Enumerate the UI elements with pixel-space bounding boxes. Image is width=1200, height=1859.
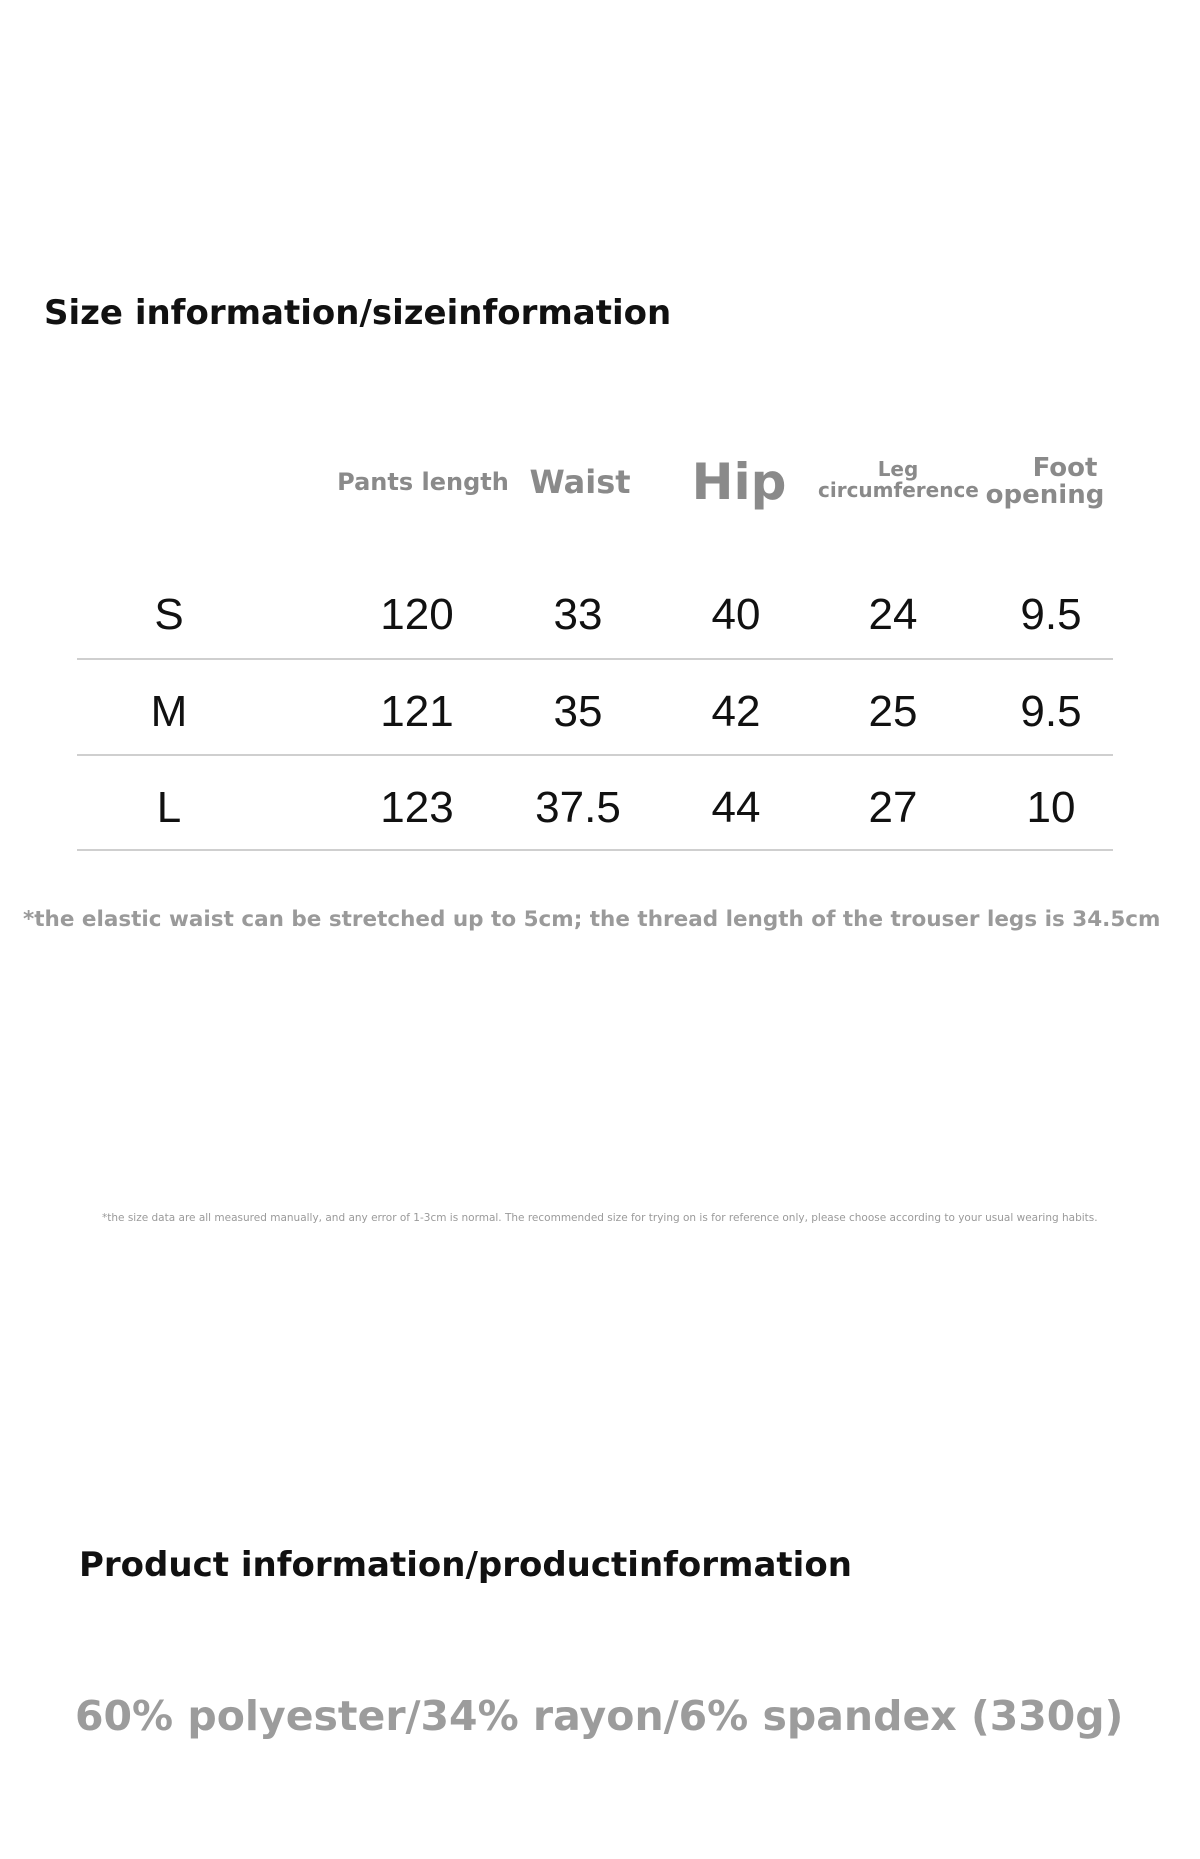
cell-pants-length-m: 121	[380, 687, 454, 736]
cell-foot-m: 9.5	[1020, 687, 1082, 736]
header-foot-opening	[985, 455, 1105, 510]
cell-hip-s: 40	[711, 590, 761, 639]
cell-hip-m: 42	[711, 687, 761, 736]
header-leg-circumference	[818, 459, 978, 501]
cell-waist-m: 35	[553, 687, 603, 736]
cell-leg-m: 25	[868, 687, 918, 736]
cell-waist-s: 33	[553, 590, 603, 639]
product-section-title: Product information/productinformation	[79, 1545, 852, 1585]
row-divider	[77, 849, 1113, 851]
cell-foot-l: 10	[1026, 783, 1076, 832]
cell-pants-length-s: 120	[380, 590, 454, 639]
cell-size-m: M	[150, 687, 188, 736]
cell-hip-l: 44	[711, 783, 761, 832]
cell-waist-l: 37.5	[535, 783, 621, 832]
header-pants-length: Pants length	[337, 468, 509, 496]
cell-pants-length-l: 123	[380, 783, 454, 832]
cell-size-l: L	[156, 783, 182, 832]
header-leg-line1: Leg	[877, 457, 919, 481]
header-hip: Hip	[691, 453, 787, 511]
header-foot-line2: opening	[985, 480, 1105, 511]
row-divider	[77, 754, 1113, 756]
size-disclaimer: *the size data are all measured manually, and any error of 1-3cm is normal. The recommended size for trying on is for reference only, please choose according to your usual wearing habits.	[102, 1212, 1098, 1224]
cell-foot-s: 9.5	[1020, 590, 1082, 639]
header-waist: Waist	[529, 463, 631, 501]
row-divider	[77, 658, 1113, 660]
product-composition: 60% polyester/34% rayon/6% spandex (330g)	[75, 1692, 1124, 1740]
header-leg-line2: circumference	[818, 478, 979, 502]
header-foot-line1: Foot	[1032, 453, 1098, 483]
cell-size-s: S	[154, 590, 184, 639]
size-section-title: Size information/sizeinformation	[44, 293, 672, 333]
cell-leg-s: 24	[868, 590, 918, 639]
size-note: *the elastic waist can be stretched up to 5cm; the thread length of the trouser legs is 34.5cm	[23, 907, 1161, 932]
cell-leg-l: 27	[868, 783, 918, 832]
